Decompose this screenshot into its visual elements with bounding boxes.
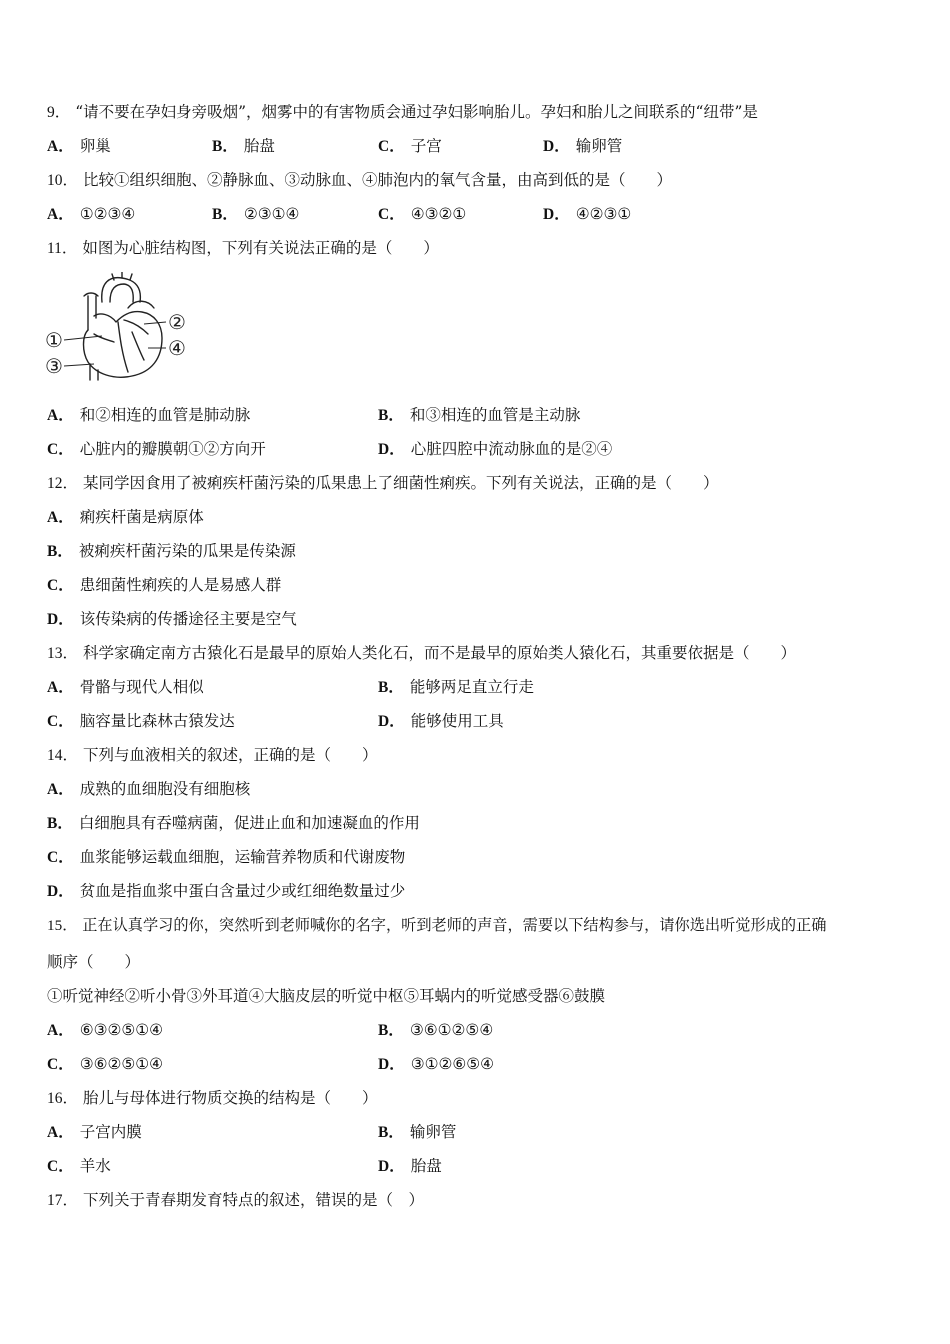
- q9-option-c: [378, 136, 442, 157]
- option-label: A．: [47, 1022, 74, 1039]
- q10-option-d: [543, 204, 631, 225]
- option-label: B．: [47, 543, 73, 560]
- question-number: 14．: [47, 747, 79, 764]
- option-label: D．: [378, 1158, 405, 1175]
- option-label: D．: [47, 611, 74, 628]
- option-text: ③⑥①②⑤④: [409, 1021, 494, 1039]
- option-label: C．: [47, 577, 74, 594]
- question-text: 某同学因食用了被痢疾杆菌污染的瓜果患上了细菌性痢疾。下列有关说法，正确的是（ ）: [82, 474, 719, 492]
- option-text: 和②相连的血管是肺动脉: [79, 406, 251, 424]
- option-label: C．: [47, 849, 74, 866]
- heart-outline: [84, 312, 163, 378]
- option-text: 子宫内膜: [79, 1123, 142, 1141]
- question-16-stem: [47, 1088, 377, 1109]
- q15-option-c: [47, 1054, 163, 1075]
- q10-option-b: [212, 204, 299, 225]
- option-label: D．: [378, 1056, 405, 1073]
- option-text: ③①②⑥⑤④: [410, 1055, 495, 1073]
- option-text: 患细菌性痢疾的人是易感人群: [79, 576, 282, 594]
- option-label: A．: [47, 206, 74, 223]
- question-12-stem: [47, 473, 718, 494]
- q15-option-d: [378, 1054, 494, 1075]
- question-number: 16．: [47, 1090, 79, 1107]
- leader-line-1: [64, 336, 102, 340]
- q15-option-a: [47, 1020, 163, 1041]
- q14-option-c: [47, 847, 405, 868]
- option-label: A．: [47, 781, 74, 798]
- option-text: 能够使用工具: [410, 712, 504, 730]
- option-label: B．: [378, 1022, 404, 1039]
- question-text: 如图为心脏结构图，下列有关说法正确的是（ ）: [82, 239, 439, 257]
- option-label: C．: [378, 206, 405, 223]
- leader-line-2: [144, 322, 166, 324]
- option-text: 成熟的血细胞没有细胞核: [79, 780, 251, 798]
- q11-option-a: [47, 405, 250, 426]
- option-text: ②③①④: [243, 205, 300, 223]
- option-text: ④③②①: [410, 205, 467, 223]
- question-text: 科学家确定南方古猿化石是最早的原始人类化石，而不是最早的原始类人猿化石，其重要依据是（ ）: [82, 644, 796, 662]
- superior-vena-cava: [88, 296, 96, 330]
- question-number: 17．: [47, 1192, 79, 1209]
- q16-option-c: [47, 1156, 111, 1177]
- question-number: 10．: [47, 172, 79, 189]
- question-text: 下列关于青春期发育特点的叙述，错误的是（ ）: [82, 1191, 424, 1209]
- question-text: 比较①组织细胞、②静脉血、③动脉血、④肺泡内的氧气含量，由高到低的是（ ）: [82, 171, 672, 189]
- aorta-branches: [112, 272, 132, 280]
- option-text: 子宫: [410, 137, 442, 155]
- option-text: ③⑥②⑤①④: [79, 1055, 164, 1073]
- option-text: 输卵管: [575, 137, 623, 155]
- option-text: 白细胞具有吞噬病菌，促进止血和加速凝血的作用: [78, 814, 420, 832]
- option-text: 卵巢: [79, 137, 111, 155]
- q14-option-b: [47, 813, 420, 834]
- q11-option-c: [47, 439, 266, 460]
- q10-option-c: [378, 204, 466, 225]
- option-text: 心脏四腔中流动脉血的是②④: [410, 440, 613, 458]
- aorta-inner: [110, 284, 133, 302]
- q16-option-a: [47, 1122, 142, 1143]
- option-label: B．: [47, 815, 73, 832]
- option-label: B．: [378, 1124, 404, 1141]
- question-text: 正在认真学习的你，突然听到老师喊你的名字，听到老师的声音，需要以下结构参与，请你选出听觉形成的正确: [82, 916, 827, 934]
- figure-label-4: ④: [168, 336, 186, 360]
- question-text: “请不要在孕妇身旁吸烟”，烟雾中的有害物质会通过孕妇影响胎儿。孕妇和胎儿之间联系的“纽带”是: [75, 103, 758, 121]
- option-text: ⑥③②⑤①④: [79, 1021, 164, 1039]
- option-label: D．: [543, 138, 570, 155]
- q9-option-d: [543, 136, 622, 157]
- q13-option-d: [378, 711, 504, 732]
- question-number: 13．: [47, 645, 79, 662]
- option-text: ④②③①: [575, 205, 632, 223]
- option-text: 和③相连的血管是主动脉: [409, 406, 581, 424]
- question-15-stem: [47, 915, 826, 936]
- q12-option-d: [47, 609, 297, 630]
- q12-option-b: [47, 541, 296, 562]
- option-text: 痢疾杆菌是病原体: [79, 508, 204, 526]
- q13-option-a: [47, 677, 204, 698]
- question-text: 下列与血液相关的叙述，正确的是（ ）: [82, 746, 378, 764]
- option-text: 胎盘: [243, 137, 275, 155]
- heart-structure-figure: [44, 272, 196, 384]
- option-label: D．: [543, 206, 570, 223]
- option-text: 心脏内的瓣膜朝①②方向开: [79, 440, 266, 458]
- q13-option-b: [378, 677, 534, 698]
- option-text: 能够两足直立行走: [409, 678, 534, 696]
- question-15-stem-continued: 顺序（ ）: [47, 953, 141, 971]
- figure-label-3: ③: [45, 354, 63, 378]
- option-label: A．: [47, 407, 74, 424]
- option-label: B．: [378, 679, 404, 696]
- option-label: A．: [47, 1124, 74, 1141]
- option-label: B．: [378, 407, 404, 424]
- option-text: 输卵管: [409, 1123, 457, 1141]
- option-label: C．: [47, 1056, 74, 1073]
- option-text: 骨骼与现代人相似: [79, 678, 204, 696]
- left-ventricle-wall: [132, 332, 144, 360]
- question-14-stem: [47, 745, 377, 766]
- figure-label-1: ①: [45, 328, 63, 352]
- option-label: C．: [47, 713, 74, 730]
- question-number: 9．: [47, 104, 71, 121]
- q14-option-d: [47, 881, 405, 902]
- q14-option-a: [47, 779, 250, 800]
- question-11-stem: [47, 238, 439, 259]
- q9-option-b: [212, 136, 275, 157]
- option-label: D．: [378, 713, 405, 730]
- option-text: 该传染病的传播途径主要是空气: [79, 610, 297, 628]
- option-label: D．: [47, 883, 74, 900]
- option-text: ①②③④: [79, 205, 136, 223]
- option-label: C．: [47, 1158, 74, 1175]
- option-label: B．: [212, 138, 238, 155]
- q10-option-a: [47, 204, 135, 225]
- option-label: B．: [212, 206, 238, 223]
- option-label: A．: [47, 138, 74, 155]
- q11-option-d: [378, 439, 612, 460]
- pulmonary-artery: [128, 301, 154, 308]
- question-number: 11．: [47, 240, 78, 257]
- option-text: 羊水: [79, 1157, 111, 1175]
- q9-option-a: [47, 136, 111, 157]
- q13-option-c: [47, 711, 235, 732]
- q16-option-b: [378, 1122, 456, 1143]
- question-10-stem: [47, 170, 672, 191]
- figure-label-2: ②: [168, 310, 186, 334]
- aorta-outline: [102, 278, 141, 302]
- q12-option-a: [47, 507, 204, 528]
- option-text: 胎盘: [410, 1157, 442, 1175]
- option-label: C．: [378, 138, 405, 155]
- septum: [118, 322, 128, 372]
- option-text: 贫血是指血浆中蛋白含量过少或红细绝数量过少: [79, 882, 406, 900]
- question-number: 12．: [47, 475, 79, 492]
- q11-option-b: [378, 405, 580, 426]
- option-text: 血浆能够运载血细胞，运输营养物质和代谢废物: [79, 848, 406, 866]
- q16-option-d: [378, 1156, 442, 1177]
- question-9-stem: [47, 102, 758, 123]
- valve-left: [124, 320, 148, 334]
- option-label: A．: [47, 509, 74, 526]
- question-13-stem: [47, 643, 796, 664]
- q12-option-c: [47, 575, 281, 596]
- valve-right: [94, 334, 114, 342]
- option-label: D．: [378, 441, 405, 458]
- option-label: C．: [47, 441, 74, 458]
- question-number: 15．: [47, 917, 78, 934]
- question-text: 胎儿与母体进行物质交换的结构是（ ）: [82, 1089, 378, 1107]
- option-text: 脑容量比森林古猿发达: [79, 712, 235, 730]
- option-label: A．: [47, 679, 74, 696]
- option-text: 被痢疾杆菌污染的瓜果是传染源: [78, 542, 296, 560]
- question-15-items: ①听觉神经②听小骨③外耳道④大脑皮层的听觉中枢⑤耳蜗内的听觉感受器⑥鼓膜: [47, 987, 606, 1005]
- q15-option-b: [378, 1020, 493, 1041]
- question-17-stem: [47, 1190, 424, 1211]
